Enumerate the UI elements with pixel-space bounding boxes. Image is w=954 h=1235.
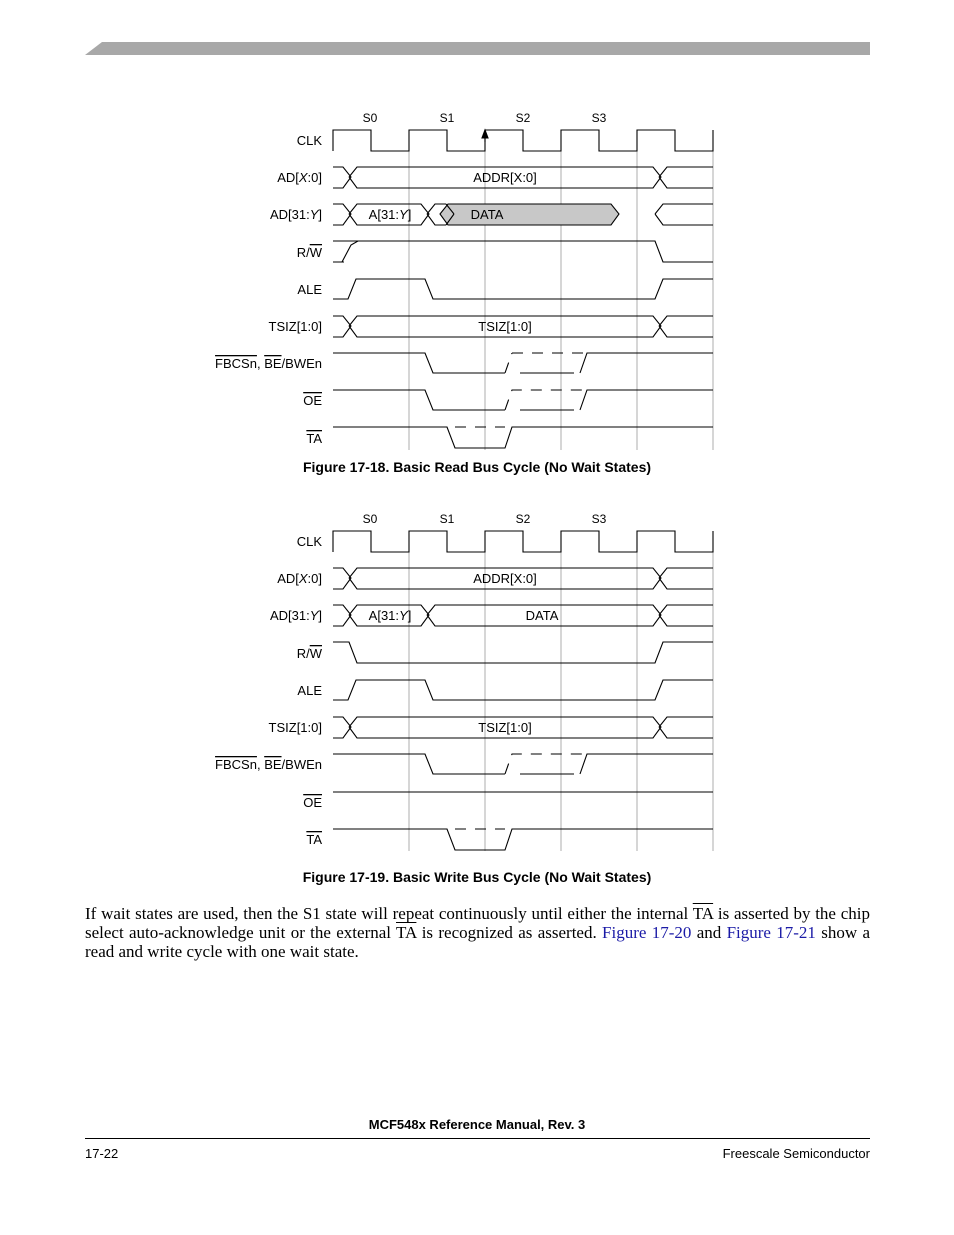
signal-label-ale: ALE bbox=[297, 683, 322, 698]
bus-value-addr: ADDR[X:0] bbox=[473, 170, 537, 185]
paragraph-text: and bbox=[691, 923, 727, 942]
state-label-s3: S3 bbox=[591, 111, 607, 125]
timing-diagram-write bbox=[0, 501, 954, 861]
header-bar bbox=[0, 0, 954, 60]
signal-label-ad-x: AD[X:0] bbox=[277, 170, 322, 185]
fbcs-waveform bbox=[333, 353, 713, 373]
state-label-s3: S3 bbox=[591, 512, 607, 526]
ta-waveform bbox=[333, 427, 713, 448]
clk-waveform bbox=[333, 531, 713, 552]
figure-17-21-link[interactable]: Figure 17-21 bbox=[726, 923, 816, 942]
data-shaded-region bbox=[440, 204, 619, 225]
signal-label-rw: R/W bbox=[296, 646, 322, 661]
signal-label-clk: CLK bbox=[296, 133, 322, 148]
bus-value-addr: ADDR[X:0] bbox=[473, 571, 537, 586]
bus-value-tsiz: TSIZ[1:0] bbox=[478, 720, 532, 735]
signal-label-oe: OE bbox=[303, 393, 322, 408]
page-number: 17-22 bbox=[85, 1146, 119, 1161]
footer-company: Freescale Semiconductor bbox=[722, 1146, 870, 1161]
rw-waveform bbox=[333, 642, 713, 663]
paragraph-text: is recognized as asserted. bbox=[416, 923, 603, 942]
bus-value-a31: A[31:Y] bbox=[368, 608, 412, 623]
signal-label-rw: R/W bbox=[296, 245, 322, 260]
bus-value-a31: A[31:Y] bbox=[368, 207, 412, 222]
oe-waveform bbox=[333, 390, 713, 410]
signal-label-ad-31: AD[31:Y] bbox=[269, 207, 322, 222]
footer-rule bbox=[85, 1138, 870, 1139]
body-paragraph bbox=[85, 904, 870, 961]
state-label-s1: S1 bbox=[439, 512, 455, 526]
state-label-s0: S0 bbox=[362, 111, 378, 125]
signal-label-clk: CLK bbox=[296, 534, 322, 549]
state-label-s1: S1 bbox=[439, 111, 455, 125]
paragraph-text: If wait states are used, then the S1 state will repeat continuously until either the internal bbox=[85, 904, 693, 923]
figure-17-20-link[interactable]: Figure 17-20 bbox=[602, 923, 692, 942]
signal-label-fbcs: FBCSn, BE/BWEn bbox=[215, 757, 322, 772]
ta-signal-name: $\overline{TA}$ bbox=[396, 923, 417, 942]
fbcs-waveform bbox=[333, 754, 713, 774]
state-label-s2: S2 bbox=[515, 111, 531, 125]
signal-label-ad-x: AD[X:0] bbox=[277, 571, 322, 586]
rw-waveform bbox=[333, 241, 713, 262]
ta-signal-name: $\overline{TA}$ bbox=[692, 904, 714, 923]
signal-label-ta: TA bbox=[306, 832, 322, 847]
signal-label-ta: TA bbox=[306, 431, 322, 446]
footer-title: MCF548x Reference Manual, Rev. 3 bbox=[368, 1117, 586, 1132]
ta-waveform bbox=[333, 829, 713, 850]
signal-label-tsiz: TSIZ[1:0] bbox=[268, 720, 322, 735]
figure-caption-write: Figure 17-19. Basic Write Bus Cycle (No Wait States) bbox=[302, 869, 652, 885]
signal-label-tsiz: TSIZ[1:0] bbox=[268, 319, 322, 334]
paragraph-text: show a read and write cycle with one wait state. bbox=[85, 923, 871, 961]
signal-label-ale: ALE bbox=[297, 282, 322, 297]
bus-value-data: DATA bbox=[525, 608, 559, 623]
state-label-s0: S0 bbox=[362, 512, 378, 526]
figure-caption-read: Figure 17-18. Basic Read Bus Cycle (No Wait States) bbox=[302, 459, 652, 475]
bus-value-tsiz: TSIZ[1:0] bbox=[478, 319, 532, 334]
clk-waveform bbox=[333, 130, 713, 151]
bus-value-data: DATA bbox=[470, 207, 504, 222]
state-label-s2: S2 bbox=[515, 512, 531, 526]
ale-waveform bbox=[333, 680, 713, 700]
paragraph-text: is asserted by the chip select auto-acknowledge unit or the external bbox=[85, 904, 870, 942]
signal-label-oe: OE bbox=[303, 795, 322, 810]
ale-waveform bbox=[333, 279, 713, 299]
timing-diagram-read bbox=[0, 100, 954, 460]
signal-label-fbcs: FBCSn, BE/BWEn bbox=[215, 356, 322, 371]
signal-label-ad-31: AD[31:Y] bbox=[269, 608, 322, 623]
